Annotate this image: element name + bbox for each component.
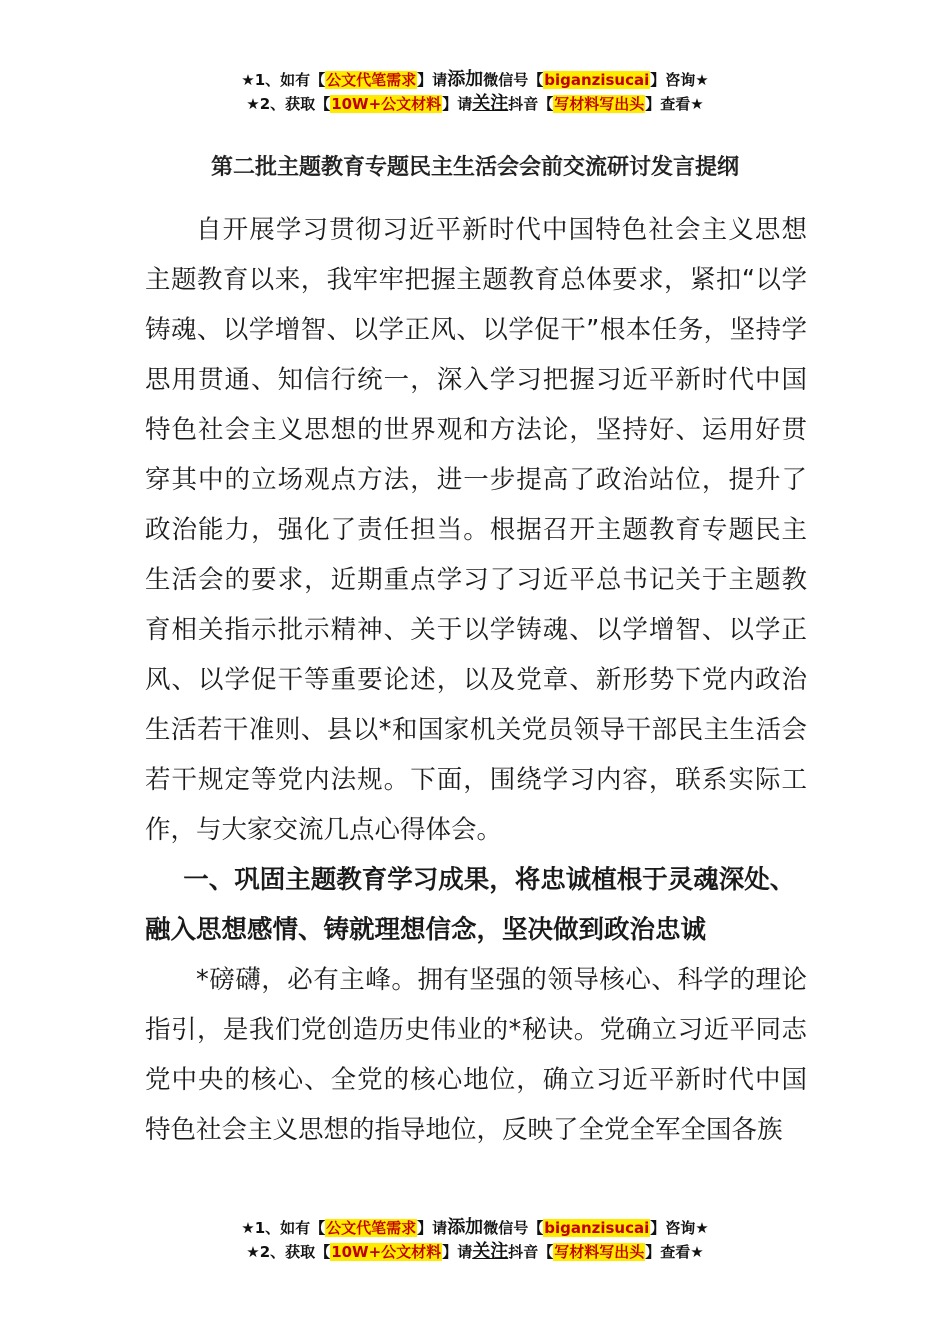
header-line2-text-c: 】请 <box>442 95 473 113</box>
footer-line2-text-follow: 关注 <box>472 1241 509 1262</box>
footer-line2-text-e: 抖音【 <box>508 1243 554 1261</box>
header-line2-highlight-materials: 10W+公文材料 <box>331 95 442 113</box>
header-line1-text-g: 】咨询★ <box>650 71 709 89</box>
header-line1-highlight-wechat: biganzisucai <box>544 71 650 89</box>
header-line1-text-c: 】请 <box>417 71 448 89</box>
header-line2-text-e: 抖音【 <box>508 95 554 113</box>
footer-ad-line-1 <box>0 1216 950 1240</box>
footer-line1-highlight-service: 公文代笔需求 <box>326 1219 417 1237</box>
footer-line1-text-a: ★1、如有【 <box>241 1219 326 1237</box>
footer-line1-text-c: 】请 <box>417 1219 448 1237</box>
footer-line2-text-c: 】请 <box>442 1243 473 1261</box>
footer-ad-banner <box>0 1216 950 1264</box>
footer-line2-text-g: 】查看★ <box>645 1243 704 1261</box>
header-ad-line-1 <box>0 68 950 92</box>
header-line1-text-e: 微信号【 <box>483 71 544 89</box>
footer-line2-highlight-douyin: 写材料写出头 <box>554 1243 645 1261</box>
footer-ad-line-2 <box>0 1240 950 1264</box>
footer-line1-text-g: 】咨询★ <box>650 1219 709 1237</box>
body-paragraph-1: 自开展学习贯彻习近平新时代中国特色社会主义思想主题教育以来，我牢牢把握主题教育总体要求，紧扣“以学铸魂、以学增智、以学正风、以学促干”根本任务，坚持学思用贯通、知信行统一，深入学习把握习近平新时代中国特色社会主义思想的世界观和方法论，坚持好、运用好贯穿其中的立场观点方法，进一步提高了政治站位，提升了政治能力，强化了责任担当。根据召开主题教育专题民主生活会的要求，近期重点学习了习近平总书记关于主题教育相关指示批示精神、关于以学铸魂、以学增智、以学正风、以学促干等重要论述，以及党章、新形势下党内政治生活若干准则、县以*和国家机关党员领导干部民主生活会若干规定等党内法规。下面，围绕学习内容，联系实际工作，与大家交流几点心得体会。 <box>145 215 807 845</box>
header-ad-banner <box>0 68 950 116</box>
footer-line1-text-add: 添加 <box>447 1217 484 1238</box>
header-line1-text-add: 添加 <box>447 69 484 90</box>
footer-line2-highlight-materials: 10W+公文材料 <box>331 1243 442 1261</box>
section-heading-1: 一、巩固主题教育学习成果，将忠诚植根于灵魂深处、融入思想感情、铸就理想信念，坚决做到政治忠诚 <box>145 865 796 945</box>
header-line2-highlight-douyin: 写材料写出头 <box>554 95 645 113</box>
header-line1-text-a: ★1、如有【 <box>241 71 326 89</box>
header-line2-text-a: ★2、获取【 <box>246 95 331 113</box>
body-paragraph-2: *磅礴，必有主峰。拥有坚强的领导核心、科学的理论指引，是我们党创造历史伟业的*秘诀。党确立习近平同志党中央的核心、全党的核心地位，确立习近平新时代中国特色社会主义思想的指导地位，反映了全党全军全国各族 <box>145 965 807 1145</box>
footer-line1-highlight-wechat: biganzisucai <box>544 1219 650 1237</box>
header-line1-highlight-service: 公文代笔需求 <box>326 71 417 89</box>
header-ad-line-2 <box>0 92 950 116</box>
document-body <box>145 205 807 1155</box>
footer-line2-text-a: ★2、获取【 <box>246 1243 331 1261</box>
header-line2-text-g: 】查看★ <box>645 95 704 113</box>
document-title: 第二批主题教育专题民主生活会会前交流研讨发言提纲 <box>210 155 739 180</box>
header-line2-text-follow: 关注 <box>472 93 509 114</box>
footer-line1-text-e: 微信号【 <box>483 1219 544 1237</box>
